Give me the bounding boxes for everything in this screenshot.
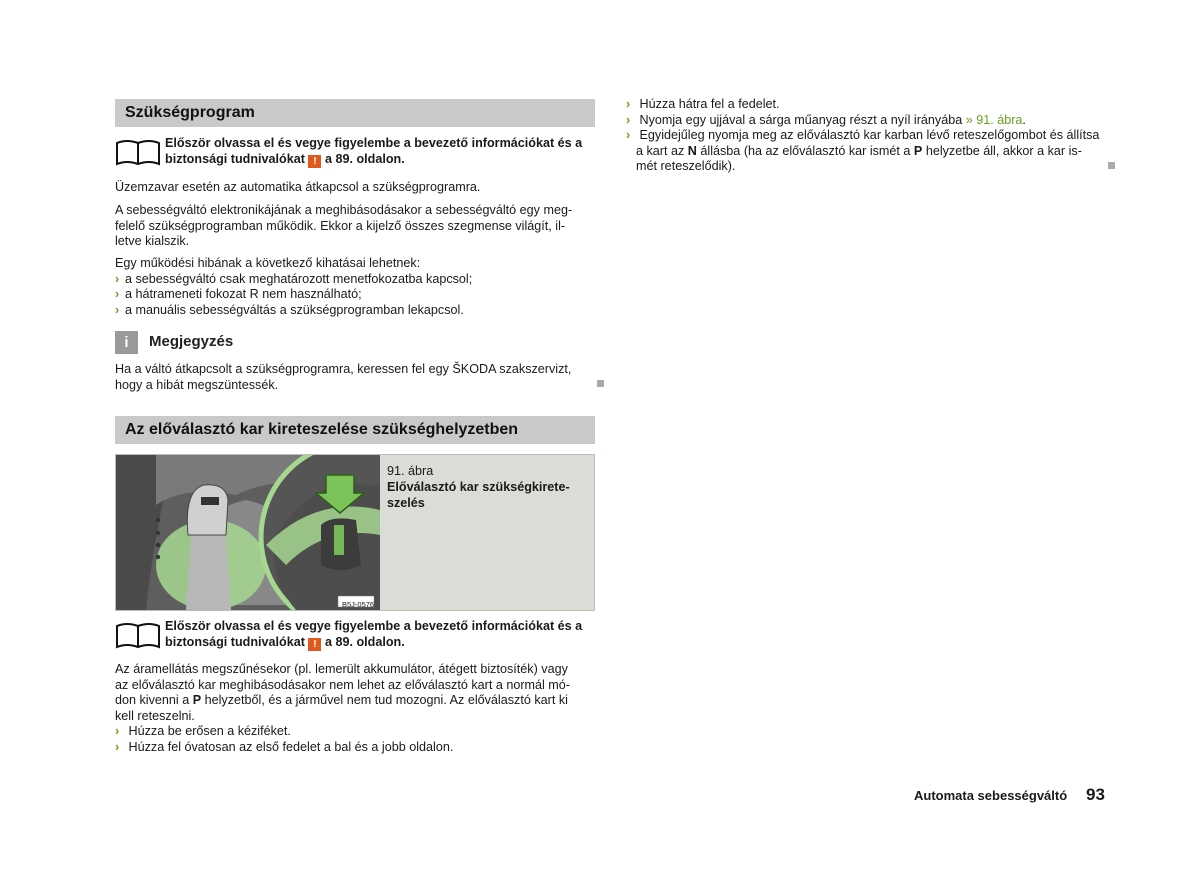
section-end-mark [597,380,604,387]
safety-notice-link[interactable]: a 89. oldalon. [324,151,405,166]
chevron-right-icon: › [115,271,120,286]
right-column-steps [626,97,1106,175]
note-icon-box: i [115,331,138,354]
paragraph-line: kell reteszelni. [115,708,195,723]
chevron-right-icon: › [626,97,631,111]
note-line: hogy a hibát megszüntessék. [115,377,279,392]
step-item: › Egyidejűleg nyomja meg az előválasztó kar karban lévő reteszelőgombot és állítsa [626,128,1100,143]
figure-number: 91. ábra [387,464,434,478]
warning-icon: ! [308,155,321,168]
figure-code: B5J-0576 [342,600,375,609]
page-number: 93 [1086,785,1105,804]
note-text [115,362,605,393]
paragraph [115,203,605,250]
chevron-right-icon: › [115,739,120,754]
figure-box [115,454,595,611]
effects-intro: Egy működési hibának a következő kihatásai lehetnek: [115,256,421,270]
figure-caption: Előválasztó kar szükségkirete- szelés [387,480,570,510]
safety-notice-text: biztonsági tudnivalókat [165,634,305,649]
step-item-continued: mét reteszelődik). [636,159,736,174]
paragraph: Üzemzavar esetén az automatika átkapcsol a szükségprogramra. [115,180,481,194]
figure-reference-link[interactable]: » 91. ábra [965,112,1023,127]
section-title-emergency-program: Szükségprogram [115,99,595,127]
chevron-right-icon: › [626,112,631,127]
safety-notice-text: biztonsági tudnivalókat [165,151,305,166]
paragraph-line: don kivenni a P helyzetből, és a járművel nem tud mozogni. Az előválasztó kart ki [115,693,568,708]
effects-list [115,256,605,318]
step-item: › Húzza be erősen a kéziféket. [115,724,291,739]
step-item: › Húzza hátra fel a fedelet. [626,97,780,111]
footer-chapter: Automata sebességváltó [914,788,1068,803]
gear-selector-illustration [116,455,380,610]
list-item: › a sebességváltó csak meghatározott menetfokozatba kapcsol; [115,271,473,286]
section-title-emergency-unlock: Az előválasztó kar kireteszelése szükséghelyzetben [115,416,595,444]
step-item: › Húzza fel óvatosan az első fedelet a bal és a jobb oldalon. [115,739,454,754]
step-item-continued: a kart az N állásba (ha az előválasztó kar ismét a P helyzetbe áll, akkor a kar is- [636,143,1082,158]
note-title: Megjegyzés [149,333,234,350]
safety-notice-line2 [165,152,605,168]
safety-notice-line1: Először olvassa el és vegye figyelembe a bevezető információkat és a [165,619,583,633]
safety-notice [165,619,605,651]
paragraph [115,662,610,756]
section-end-mark [1108,162,1115,169]
safety-notice-line1: Először olvassa el és vegye figyelembe a bevezető információkat és a [165,136,583,150]
safety-notice [165,136,605,168]
paragraph-line: felelő szükségprogramban működik. Ekkor a kijelző összes szegmense világít, il- [115,218,566,233]
book-icon [115,139,161,167]
chevron-right-icon: › [626,128,631,143]
warning-icon: ! [308,638,321,651]
list-item: › a manuális sebességváltás a szükségprogramban lekapcsol. [115,302,464,317]
chevron-right-icon: › [115,724,120,739]
chevron-right-icon: › [115,287,120,302]
chevron-right-icon: › [115,302,120,317]
paragraph-line: az előválasztó kar meghibásodásakor nem lehet az előválasztó kart a normál mó- [115,677,570,692]
step-item: › Nyomja egy ujjával a sárga műanyag részt a nyíl irányába » 91. ábra. [626,112,1026,127]
paragraph-line: Az áramellátás megszűnésekor (pl. lemerült akkumulátor, átégett biztosíték) vagy [115,662,568,676]
paragraph-line: A sebességváltó elektronikájának a meghibásodásakor a sebességváltó egy meg- [115,203,573,217]
paragraph-line: letve kialszik. [115,234,190,249]
book-icon [115,622,161,650]
note-line: Ha a váltó átkapcsolt a szükségprogramra, keressen fel egy ŠKODA szakszervizt, [115,362,572,376]
safety-notice-line2 [165,635,605,651]
list-item: › a hátrameneti fokozat R nem használható; [115,287,362,302]
safety-notice-link[interactable]: a 89. oldalon. [324,634,405,649]
